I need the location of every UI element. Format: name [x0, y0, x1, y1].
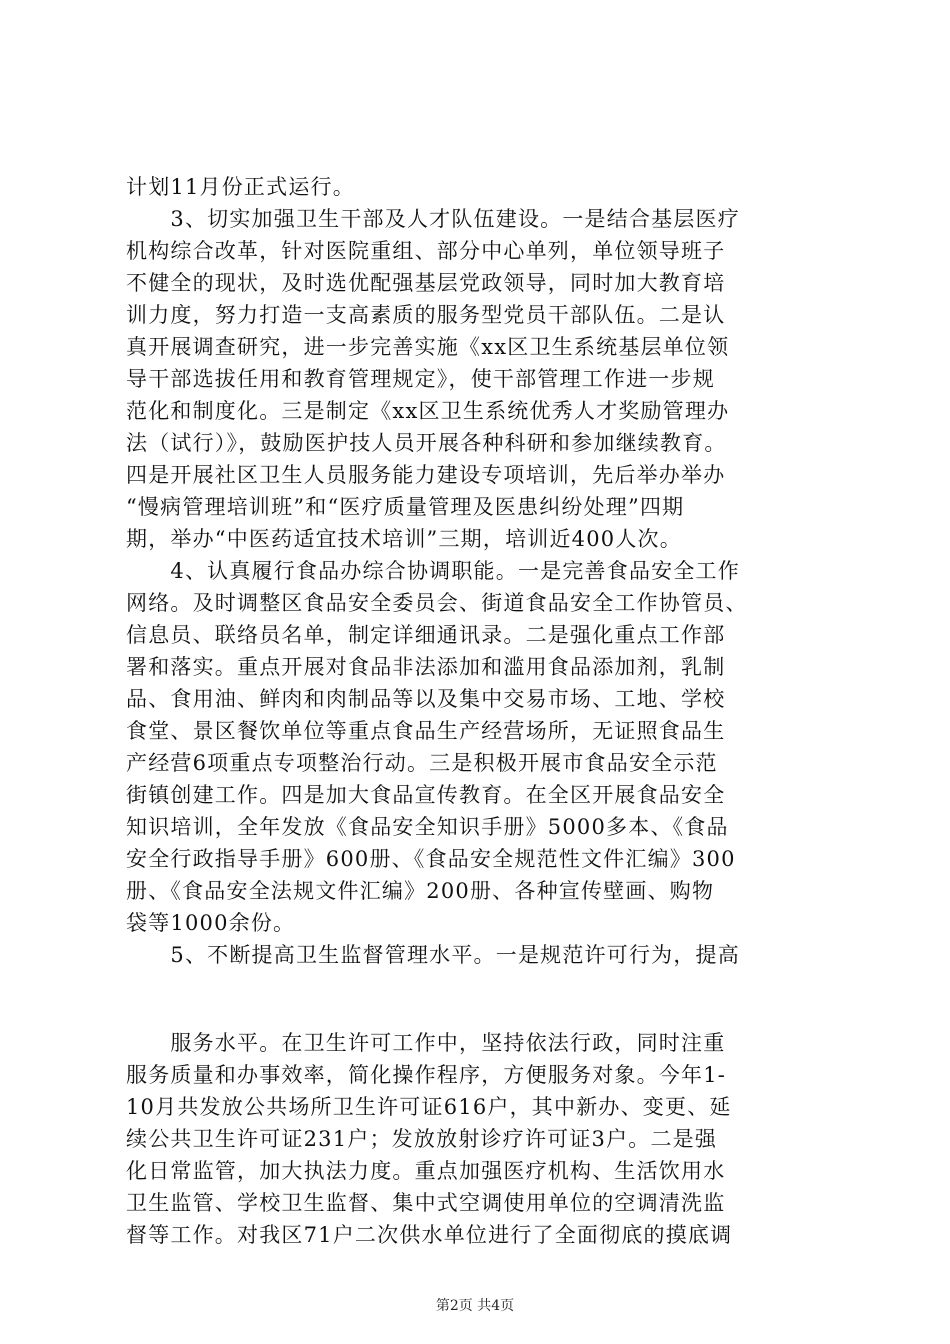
text-line: 导干部选拔任用和教育管理规定》，使干部管理工作进一步规: [126, 367, 715, 391]
text-line: 真开展调查研究，进一步完善实施《xx区卫生系统基层单位领: [126, 335, 730, 359]
text-line: 期，举办“中医药适宜技术培训”三期，培训近400人次。: [126, 527, 682, 551]
text-line: 续公共卫生许可证231户；发放放射诊疗许可证3户。二是强: [126, 1127, 718, 1151]
text-line: 品、食用油、鲜肉和肉制品等以及集中交易市场、工地、学校: [126, 687, 726, 711]
text-line: 袋等1000余份。: [126, 911, 296, 935]
text-line: 网络。及时调整区食品安全委员会、街道食品安全工作协管员、: [126, 591, 748, 615]
text-line: 不健全的现状，及时选优配强基层党政领导，同时加大教育培: [126, 271, 726, 295]
text-line: 机构综合改革，针对医院重组、部分中心单列，单位领导班子: [126, 239, 726, 263]
text-line: 卫生监管、学校卫生监督、集中式空调使用单位的空调清洗监: [126, 1191, 726, 1215]
text-line: 法（试行）》，鼓励医护技人员开展各种科研和参加继续教育。: [126, 431, 727, 455]
text-line: 产经营6项重点专项整治行动。三是积极开展市食品安全示范: [126, 751, 718, 775]
text-line: “慢病管理培训班”和“医疗质量管理及医患纠纷处理”四期: [126, 495, 685, 519]
text-line: 5、不断提高卫生监督管理水平。一是规范许可行为，提高: [126, 943, 740, 967]
text-line: 四是开展社区卫生人员服务能力建设专项培训，先后举办举办: [126, 463, 726, 487]
text-line: 范化和制度化。三是制定《xx区卫生系统优秀人才奖励管理办: [126, 399, 730, 423]
text-line: 署和落实。重点开展对食品非法添加和滥用食品添加剂，乳制: [126, 655, 726, 679]
text-line: 10月共发放公共场所卫生许可证616户，其中新办、变更、延: [126, 1095, 732, 1119]
text-line: 信息员、联络员名单，制定详细通讯录。二是强化重点工作部: [126, 623, 726, 647]
text-line: 服务水平。在卫生许可工作中，坚持依法行政，同时注重: [126, 1031, 726, 1055]
text-line: 服务质量和办事效率，简化操作程序，方便服务对象。今年1-: [126, 1063, 727, 1087]
text-line: 食堂、景区餐饮单位等重点食品生产经营场所，无证照食品生: [126, 719, 726, 743]
text-line: 4、认真履行食品办综合协调职能。一是完善食品安全工作: [126, 559, 740, 583]
text-line: 计划11月份正式运行。: [126, 175, 355, 199]
text-line: 3、切实加强卫生干部及人才队伍建设。一是结合基层医疗: [126, 207, 740, 231]
text-line: 册、《食品安全法规文件汇编》200册、各种宣传壁画、购物: [126, 879, 715, 903]
text-line: 训力度，努力打造一支高素质的服务型党员干部队伍。二是认: [126, 303, 726, 327]
text-line: 安全行政指导手册》600册、《食品安全规范性文件汇编》300: [126, 847, 736, 871]
text-line: 街镇创建工作。四是加大食品宣传教育。在全区开展食品安全: [126, 783, 726, 807]
text-line: 化日常监管，加大执法力度。重点加强医疗机构、生活饮用水: [126, 1159, 726, 1183]
text-line: 督等工作。对我区71户二次供水单位进行了全面彻底的摸底调: [126, 1223, 733, 1247]
text-line: 知识培训，全年发放《食品安全知识手册》5000多本、《食品: [126, 815, 729, 839]
page-footer: 第2页 共4页: [435, 1298, 515, 1314]
